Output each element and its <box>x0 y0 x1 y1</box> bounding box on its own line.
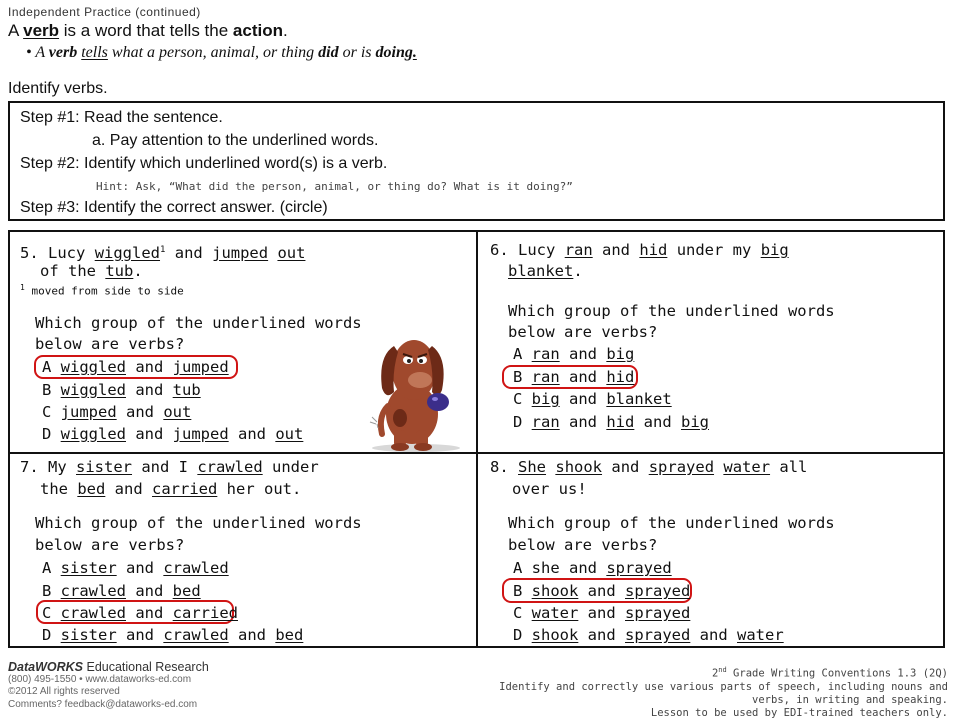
bullet-did: did <box>318 44 339 61</box>
grid-divider-horizontal <box>8 452 945 454</box>
q5-sentence-line2 <box>40 262 143 280</box>
section-label: Independent Practice (continued) <box>8 5 201 19</box>
publisher-brand: DataWORKS Educational Research <box>8 660 209 674</box>
q7-option-d[interactable]: D sister and crawled and bed <box>42 626 304 644</box>
step-1a: a. Pay attention to the underlined words. <box>92 132 379 149</box>
step-1: Step #1: Read the sentence. <box>20 109 223 126</box>
bullet-verb: verb <box>48 44 78 61</box>
q5-sentence-line1 <box>20 241 305 262</box>
footer-standard <box>499 664 948 720</box>
bullet-or: or is <box>338 44 376 61</box>
q5-w: out <box>277 244 306 263</box>
q8-sentence-line2: over us! <box>512 480 587 498</box>
q5-w: tub <box>105 262 134 280</box>
step-hint: Hint: Ask, “What did the person, animal, or thing do? What is it doing?” <box>96 180 573 193</box>
q8-prompt-1: Which group of the underlined words <box>508 514 835 532</box>
q7-option-a[interactable]: A sister and crawled <box>42 559 229 577</box>
q8-option-b[interactable]: B shook and sprayed <box>513 582 691 600</box>
def-key: action <box>232 21 283 40</box>
def-end: . <box>282 21 288 40</box>
q5-prompt-2: below are verbs? <box>35 335 185 353</box>
publisher-phone: (800) 495-1550 • www.dataworks-ed.com <box>8 673 192 685</box>
q7-prompt-1: Which group of the underlined words <box>35 514 362 532</box>
q5-fn-text: moved from side to side <box>24 284 184 298</box>
q7-sentence-line2: the bed and carried her out. <box>40 480 302 498</box>
q5-w: of the <box>40 262 106 280</box>
step-3: Step #3: Identify the correct answer. (circle) <box>20 199 328 216</box>
q6-option-d[interactable]: D ran and hid and big <box>513 413 710 431</box>
q5-option-b[interactable]: B wiggled and tub <box>42 381 201 399</box>
q5-w: wiggled <box>94 244 161 263</box>
q6-num: 6. <box>490 241 509 259</box>
q5-w: jumped <box>212 244 269 263</box>
q5-fn-num: 1 <box>20 283 25 292</box>
grade-line: 2nd Grade Writing Conventions 1.3 (2Q) <box>711 666 948 680</box>
def-prefix: A <box>8 21 24 40</box>
q6-option-b[interactable]: B ran and hid <box>513 368 635 386</box>
q8-option-d[interactable]: D shook and sprayed and water <box>513 626 784 644</box>
q5-footnote <box>20 283 184 298</box>
q8-sentence-line1: 8. She shook and sprayed water all <box>490 458 808 476</box>
bullet-mid: what a person, animal, or thing <box>107 44 319 61</box>
step-2: Step #2: Identify which underlined word(s) is a verb. <box>20 155 388 172</box>
def-mid: is a word that tells the <box>59 21 233 40</box>
q5-w: Lucy <box>48 244 95 263</box>
bullet-tells: tells <box>81 44 108 61</box>
q5-num: 5. <box>20 244 39 263</box>
q6-prompt-1: Which group of the underlined words <box>508 302 835 320</box>
q5-w: and <box>165 244 213 263</box>
verb-definition <box>8 21 288 41</box>
q5-option-d[interactable]: D wiggled and jumped and out <box>42 425 304 443</box>
bullet-a: • A <box>26 44 49 61</box>
identify-heading: Identify verbs. <box>8 80 108 97</box>
steps-box <box>8 101 945 221</box>
def-term: verb <box>23 21 60 40</box>
q8-prompt-2: below are verbs? <box>508 536 658 554</box>
publisher-comments: Comments? feedback@dataworks-ed.com <box>8 698 198 710</box>
bullet-doing: doing <box>375 44 413 61</box>
standard-desc-1: Identify and correctly use various parts of speech, including nouns and <box>499 680 948 693</box>
q6-option-a[interactable]: A ran and big <box>513 345 635 363</box>
q5-prompt-1: Which group of the underlined words <box>35 314 362 332</box>
standard-desc-2: verbs, in writing and speaking. <box>752 693 948 706</box>
q5-option-a[interactable]: A wiggled and jumped <box>42 358 229 376</box>
q6-prompt-2: below are verbs? <box>508 323 658 341</box>
q8-option-a[interactable]: A she and sprayed <box>513 559 672 577</box>
q7-option-c[interactable]: C crawled and carried <box>42 604 238 622</box>
verb-bullet <box>26 44 417 62</box>
q8-option-c[interactable]: C water and sprayed <box>513 604 691 622</box>
q7-option-b[interactable]: B crawled and bed <box>42 582 201 600</box>
q6-sentence-line1: 6. Lucy ran and hid under my big <box>490 241 789 259</box>
q5-w: . <box>133 262 143 280</box>
q5-option-c[interactable]: C jumped and out <box>42 403 192 421</box>
q5-sup: 1 <box>160 245 166 255</box>
bullet-end: . <box>412 44 417 61</box>
q7-prompt-2: below are verbs? <box>35 536 185 554</box>
q7-sentence-line1: 7. My sister and I crawled under <box>20 458 319 476</box>
dog-illustration <box>358 322 476 452</box>
publisher-copyright: ©2012 All rights reserved <box>8 686 120 697</box>
footer-publisher <box>8 661 209 711</box>
q6-sentence-line2: blanket. <box>508 262 583 280</box>
standard-desc-3: Lesson to be used by EDI-trained teachers only. <box>650 706 948 719</box>
q6-option-c[interactable]: C big and blanket <box>513 390 672 408</box>
grid-divider-vertical <box>476 230 478 648</box>
